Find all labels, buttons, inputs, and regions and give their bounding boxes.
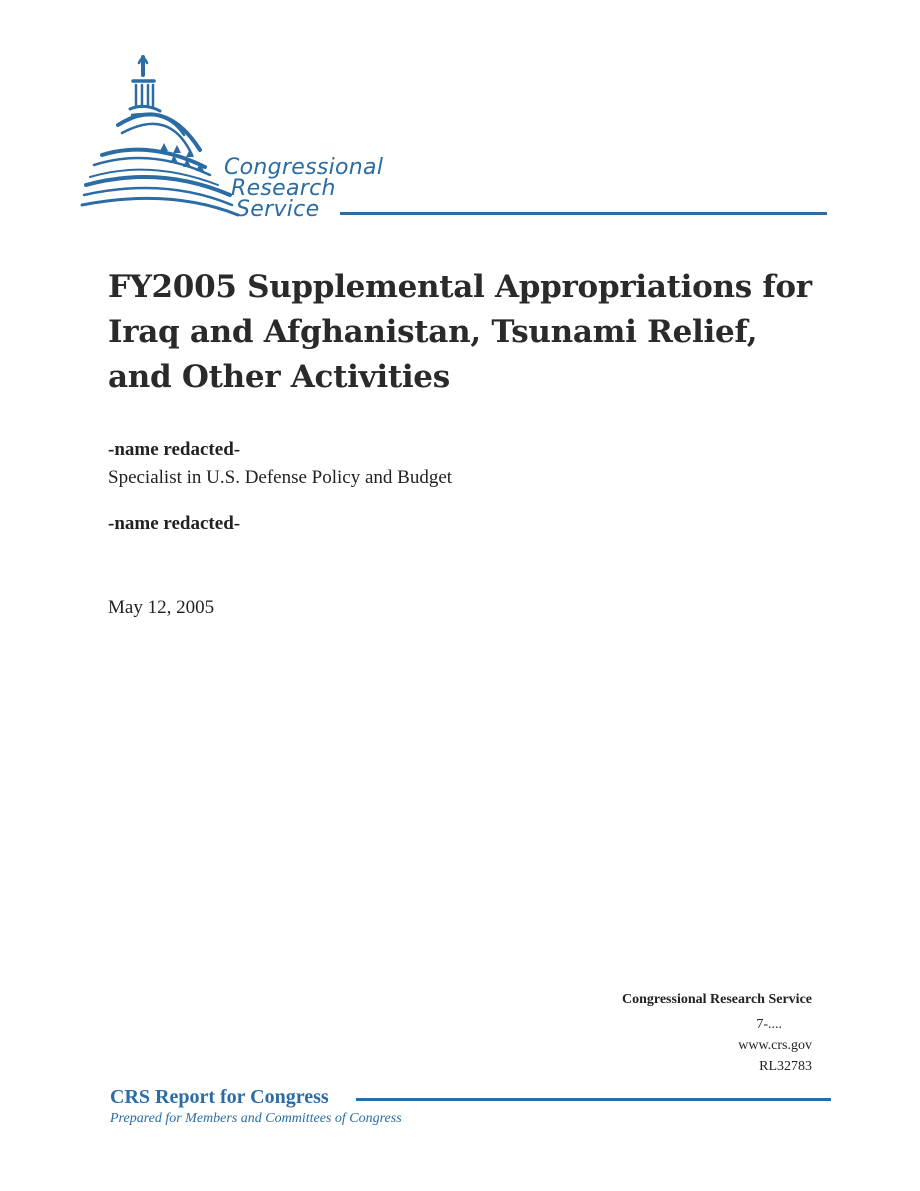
report-meta: [622, 990, 812, 1077]
meta-website: www.crs.gov: [738, 1038, 812, 1053]
logo-rule: [340, 212, 827, 215]
footer-rule: [356, 1098, 831, 1101]
logo-line-congressional: Congressional: [224, 155, 384, 180]
meta-phone: 7-....: [756, 1017, 782, 1032]
logo-line-service: Service: [236, 197, 320, 222]
report-title: FY2005 Supplemental Appropriations for Iraq and Afghanistan, Tsunami Relief, and Other Activities: [108, 269, 812, 395]
author-name: -name redacted-: [108, 513, 241, 534]
footer-subtitle: Prepared for Members and Committees of Congress: [110, 1111, 402, 1126]
meta-report-number: RL32783: [759, 1059, 812, 1074]
meta-organization: Congressional Research Service: [621, 992, 812, 1007]
crs-logo: [80, 55, 830, 225]
author-role: Specialist in U.S. Defense Policy and Budget: [108, 467, 453, 488]
author-name: -name redacted-: [108, 439, 241, 460]
logo-line-research: Research: [231, 176, 336, 201]
capitol-dome-icon: [80, 55, 250, 220]
footer-title: CRS Report for Congress: [110, 1086, 329, 1108]
report-date: May 12, 2005: [108, 597, 215, 618]
